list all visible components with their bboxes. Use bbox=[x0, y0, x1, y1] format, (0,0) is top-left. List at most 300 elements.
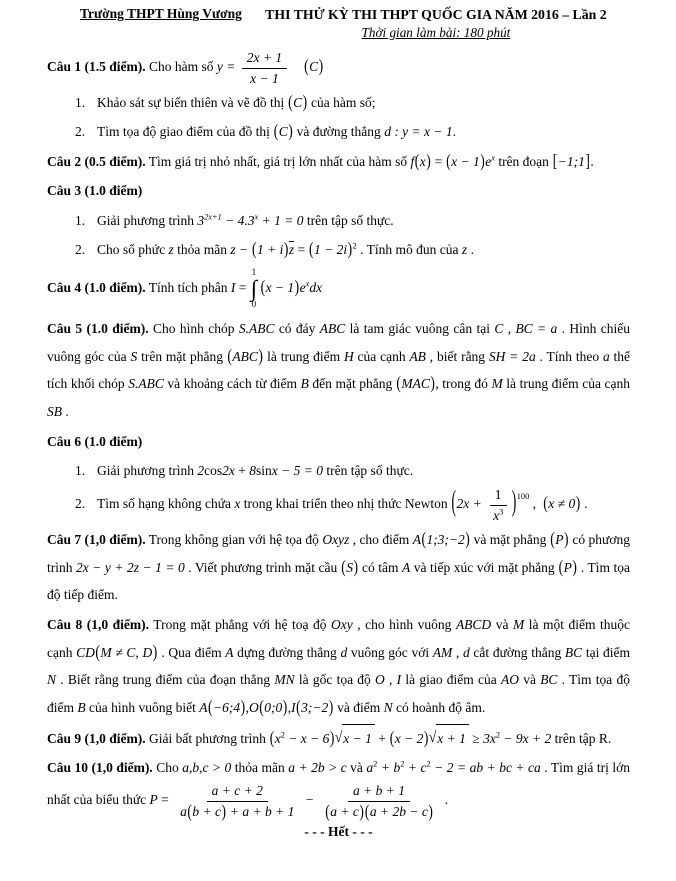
question-1-item-2 bbox=[75, 118, 630, 146]
integral: 1 ∫ 0 bbox=[250, 267, 258, 310]
right-paren: ) bbox=[288, 120, 293, 141]
right-paren: ) bbox=[282, 696, 288, 717]
text-fragment: của cạnh bbox=[353, 348, 410, 364]
math-fragment: a bbox=[180, 803, 187, 819]
text-fragment: , bbox=[452, 644, 464, 660]
math-fragment: AM bbox=[432, 644, 453, 660]
math-fragment: a + c + 2 bbox=[211, 783, 263, 799]
header-title-block bbox=[242, 5, 630, 43]
exam-duration-row bbox=[242, 24, 630, 43]
left-paren: ( bbox=[207, 696, 213, 717]
bold-text: Câu 10 (1,0 điểm). bbox=[47, 760, 153, 776]
math-fragment: 8 bbox=[249, 463, 256, 479]
math-fragment: N bbox=[47, 672, 57, 688]
text-fragment bbox=[290, 59, 304, 74]
question-7-heading bbox=[47, 526, 630, 609]
left-paren: ( bbox=[446, 150, 451, 171]
math-fragment: −6;4 bbox=[212, 700, 241, 716]
right-paren: ) bbox=[511, 484, 517, 518]
text-fragment: và mặt phẳng bbox=[470, 532, 550, 548]
math-fragment: x + 1 bbox=[437, 730, 466, 746]
math-fragment: x bbox=[419, 153, 426, 169]
text-fragment: Cho bbox=[152, 760, 183, 776]
text-fragment: . Tính theo bbox=[535, 348, 603, 364]
question-2-heading bbox=[47, 148, 630, 176]
right-bracket: ] bbox=[585, 150, 590, 171]
math-fragment: −1;1 bbox=[557, 153, 585, 169]
text-fragment: , trong đó bbox=[435, 376, 492, 392]
left-paren: ( bbox=[341, 556, 346, 577]
right-paren: ) bbox=[329, 727, 335, 748]
text-fragment: có đáy bbox=[274, 320, 320, 336]
math-fragment: O bbox=[248, 700, 259, 716]
math-fragment: 3 bbox=[197, 212, 205, 228]
question-8 bbox=[47, 611, 630, 722]
question-6-heading bbox=[47, 428, 630, 456]
text-fragment: là trung điểm bbox=[263, 348, 344, 364]
math-fragment: N bbox=[383, 700, 393, 716]
text-fragment: Trong không gian với hệ tọa độ bbox=[145, 532, 323, 548]
text-fragment: có hoành độ âm. bbox=[392, 700, 486, 716]
math-fragment: AO bbox=[500, 672, 519, 688]
math-fragment: M ≠ C, D bbox=[100, 644, 153, 660]
math-fragment: x bbox=[493, 507, 500, 523]
question-6-list bbox=[47, 457, 630, 524]
math-fragment: − 9x + 2 bbox=[500, 730, 552, 746]
fraction bbox=[242, 49, 287, 87]
right-paren: ) bbox=[572, 556, 577, 577]
math-fragment: x bbox=[271, 463, 278, 479]
question-5 bbox=[47, 315, 630, 426]
left-paren: ( bbox=[288, 92, 293, 112]
math-fragment: z bbox=[168, 241, 174, 257]
math-fragment: C bbox=[494, 320, 504, 336]
bold-text: Câu 7 (1,0 điểm). bbox=[47, 532, 146, 548]
math-fragment: H bbox=[343, 348, 354, 364]
question-6 bbox=[47, 428, 630, 524]
math-fragment: C bbox=[278, 123, 288, 139]
bold-text: Câu 1 (1.5 điểm). bbox=[47, 59, 146, 75]
question-1 bbox=[47, 49, 630, 145]
math-fragment: x − 2 bbox=[394, 730, 424, 746]
bold-text: Câu 2 (0.5 điểm). bbox=[47, 153, 146, 169]
left-paren: ( bbox=[308, 238, 314, 259]
text-fragment: cắt đường thẳng bbox=[469, 644, 565, 660]
right-paren: ) bbox=[353, 556, 358, 577]
fraction bbox=[320, 782, 439, 820]
question-4-heading bbox=[47, 268, 630, 310]
text-fragment: và khoảng cách từ điểm bbox=[163, 376, 301, 392]
math-fragment: A bbox=[401, 559, 411, 575]
math-fragment: z bbox=[461, 241, 468, 257]
text-fragment: Giải phương trình bbox=[97, 463, 198, 479]
text-fragment: và đường thẳng bbox=[293, 123, 385, 139]
math-fragment: A bbox=[225, 644, 234, 660]
bold-text: Câu 9 (1,0 điểm). bbox=[47, 730, 146, 746]
exam-title: THI THỬ KỲ THI THPT QUỐC GIA NĂM 2016 – Lần 2 bbox=[265, 7, 607, 22]
text-fragment: đến mặt phẳng bbox=[308, 376, 396, 392]
text-fragment: thỏa mãn bbox=[231, 760, 289, 776]
math-fragment: d bbox=[463, 644, 470, 660]
math-fragment: AB bbox=[409, 348, 426, 364]
right-paren: ) bbox=[480, 150, 485, 171]
text-fragment: = bbox=[157, 792, 173, 808]
text-fragment: . Viết phương trình mặt cầu bbox=[184, 559, 341, 575]
math-fragment: f bbox=[410, 153, 415, 169]
math-fragment: 2 bbox=[197, 463, 205, 479]
math-fragment: + c bbox=[404, 760, 427, 776]
text-fragment: = bbox=[235, 280, 250, 296]
question-1-item-1 bbox=[75, 89, 630, 117]
math-fragment: 2x − y + 2z − 1 = 0 bbox=[76, 559, 185, 575]
math-fragment: − 4.3 bbox=[221, 212, 255, 228]
left-paren: ( bbox=[550, 528, 555, 549]
superscript: 2 bbox=[400, 759, 405, 769]
text-fragment: ≥ bbox=[468, 730, 484, 746]
left-paren: ( bbox=[269, 727, 275, 748]
left-paren: ( bbox=[227, 345, 232, 366]
math-fragment: 3x bbox=[483, 730, 496, 746]
math-fragment: S.ABC bbox=[128, 376, 164, 392]
math-fragment: M bbox=[491, 376, 503, 392]
text-fragment: Trong mặt phẳng với hệ toạ độ bbox=[149, 617, 332, 633]
left-paren: ( bbox=[389, 727, 395, 748]
text-fragment: Cho hình chóp bbox=[148, 320, 239, 336]
text-fragment: sin bbox=[255, 463, 272, 479]
question-5-heading bbox=[47, 315, 630, 426]
math-fragment: y = bbox=[216, 59, 239, 75]
math-fragment: Oxyz bbox=[322, 532, 350, 548]
text-fragment: 1 bbox=[494, 486, 502, 502]
document-header bbox=[47, 5, 630, 43]
math-fragment: dx bbox=[309, 280, 323, 296]
text-fragment: cos bbox=[204, 463, 223, 479]
math-fragment: I bbox=[230, 280, 236, 296]
left-paren: ( bbox=[364, 800, 370, 821]
text-fragment: có tâm bbox=[358, 559, 402, 575]
math-fragment: I bbox=[291, 700, 296, 716]
math-fragment: − 5 = 0 bbox=[277, 463, 323, 479]
left-paren: ( bbox=[543, 492, 548, 513]
question-10-heading bbox=[47, 754, 630, 820]
text-fragment: . Tìm tọa độ điểm bbox=[47, 672, 630, 716]
text-fragment: Tìm giá trị nhỏ nhất, giá trị lớn nhất của hàm số bbox=[145, 153, 411, 169]
math-fragment: 2x + bbox=[456, 496, 486, 512]
text-fragment: Tìm số hạng không chứa bbox=[97, 496, 235, 512]
left-paren: ( bbox=[273, 120, 279, 141]
left-paren: ( bbox=[296, 696, 301, 717]
text-fragment: + bbox=[234, 463, 250, 479]
text-fragment: Cho hàm số bbox=[145, 59, 217, 75]
math-fragment: M bbox=[512, 617, 525, 633]
text-fragment: Khảo sát sự biến thiên và vẽ đồ thị bbox=[97, 95, 288, 111]
superscript: 2 bbox=[495, 730, 501, 740]
bold-text: Câu 6 (1.0 điểm) bbox=[47, 433, 143, 449]
text-fragment: , bbox=[384, 672, 397, 688]
left-paren: ( bbox=[251, 238, 257, 259]
right-paren: ) bbox=[258, 345, 263, 366]
text-fragment: là trung điểm của cạnh bbox=[502, 376, 631, 392]
question-6-item-1 bbox=[75, 457, 630, 485]
math-fragment: − x − 6 bbox=[284, 730, 330, 746]
right-paren: ) bbox=[430, 373, 435, 393]
text-fragment: . Tìm tọa độ tiếp điểm. bbox=[47, 559, 630, 603]
math-fragment: a + 2b > c bbox=[288, 760, 347, 776]
left-paren: ( bbox=[259, 696, 264, 717]
question-3-item-2 bbox=[75, 236, 630, 264]
math-fragment: d : y = x − 1 bbox=[384, 123, 453, 139]
right-paren: ) bbox=[294, 277, 300, 297]
right-paren: ) bbox=[347, 238, 353, 259]
math-fragment: S.ABC bbox=[238, 320, 275, 336]
fraction bbox=[175, 782, 299, 820]
question-9 bbox=[47, 724, 630, 753]
text-fragment: và bbox=[518, 672, 541, 688]
question-1-list bbox=[47, 89, 630, 145]
text-fragment: trên tập R. bbox=[551, 730, 612, 746]
math-fragment: + 1 = 0 bbox=[258, 212, 304, 228]
math-fragment: x bbox=[305, 279, 310, 289]
text-fragment: Giải phương trình bbox=[97, 212, 198, 228]
left-bracket: [ bbox=[552, 150, 558, 171]
math-fragment: x ≠ 0 bbox=[548, 496, 576, 512]
right-paren: ) bbox=[426, 150, 431, 171]
math-fragment: A bbox=[199, 700, 208, 716]
text-fragment: , biết rằng bbox=[425, 348, 489, 364]
math-fragment: 3;−2 bbox=[301, 700, 329, 716]
text-fragment: trên đoạn bbox=[494, 153, 553, 169]
text-fragment: + bbox=[374, 730, 390, 746]
math-fragment: 2x + 1 bbox=[246, 50, 283, 66]
left-paren: ( bbox=[260, 277, 266, 297]
left-paren: ( bbox=[558, 556, 564, 577]
text-fragment: . bbox=[590, 153, 594, 169]
left-paren: ( bbox=[325, 800, 330, 821]
question-10 bbox=[47, 754, 630, 820]
math-fragment: x bbox=[234, 496, 241, 512]
math-fragment: B bbox=[77, 700, 86, 716]
math-fragment: e bbox=[485, 153, 492, 169]
school-name: Trường THPT Hùng Vương bbox=[80, 6, 242, 21]
text-fragment: . Biết rằng trung điểm của đoạn thẳng bbox=[56, 672, 275, 688]
text-fragment: vuông góc với bbox=[347, 644, 433, 660]
text-fragment: , bbox=[287, 700, 292, 716]
left-paren: ( bbox=[187, 800, 192, 821]
math-fragment: S bbox=[130, 348, 138, 364]
text-fragment: là tam giác vuông cân tại bbox=[345, 320, 495, 336]
math-fragment: BC = a bbox=[515, 320, 558, 336]
math-fragment: ABC bbox=[319, 320, 346, 336]
text-fragment: và bbox=[346, 760, 367, 776]
math-fragment: 2x bbox=[222, 463, 235, 479]
question-3 bbox=[47, 177, 630, 263]
left-paren: ( bbox=[95, 641, 100, 662]
right-paren: ) bbox=[465, 528, 470, 549]
text-fragment: − bbox=[302, 792, 317, 808]
math-fragment: a bbox=[602, 348, 610, 364]
superscript: 2 bbox=[352, 241, 357, 251]
math-fragment: CD bbox=[76, 644, 95, 660]
text-fragment: có phương trình bbox=[47, 532, 631, 575]
bold-text: Câu 3 (1.0 điểm) bbox=[47, 183, 143, 199]
text-fragment: . bbox=[452, 123, 457, 139]
text-fragment: , bbox=[503, 320, 516, 336]
right-paren: ) bbox=[423, 727, 429, 748]
math-fragment: Oxy bbox=[331, 617, 353, 633]
end-marker: - - - Hết - - - bbox=[304, 824, 373, 840]
radical: √x + 1 bbox=[429, 731, 469, 746]
text-fragment: và điểm bbox=[333, 700, 384, 716]
math-fragment: C bbox=[293, 95, 303, 111]
text-fragment: trên tập số thực. bbox=[303, 212, 394, 228]
math-fragment: x − 1 bbox=[451, 153, 480, 169]
question-8-heading bbox=[47, 611, 630, 722]
math-fragment: BC bbox=[540, 672, 558, 688]
text-fragment: dựng đường thẳng bbox=[233, 644, 341, 660]
right-paren: ) bbox=[302, 92, 308, 112]
math-fragment: x − 1 bbox=[343, 730, 372, 746]
text-fragment: tại điểm bbox=[582, 644, 630, 660]
right-paren: ) bbox=[221, 800, 227, 821]
text-fragment: , bbox=[245, 700, 249, 716]
text-fragment: trong khai triển theo nhị thức Newton bbox=[240, 496, 451, 512]
text-fragment: . Qua điểm bbox=[157, 644, 226, 660]
math-fragment: a,b,c > 0 bbox=[182, 760, 232, 776]
radical: √x − 1 bbox=[335, 731, 375, 746]
text-fragment: Giải bất phương trình bbox=[145, 730, 270, 746]
fraction bbox=[488, 486, 508, 524]
math-fragment: P bbox=[149, 792, 158, 808]
text-fragment: là gốc tọa độ bbox=[294, 672, 376, 688]
math-fragment: a + 2b − c bbox=[369, 803, 428, 819]
text-fragment: Tính tích phân bbox=[145, 280, 231, 296]
text-fragment: trên mặt phẳng bbox=[137, 348, 227, 364]
math-fragment: ABC bbox=[232, 348, 258, 364]
math-fragment: − 2 = ab + bc + ca bbox=[430, 760, 541, 776]
math-fragment: I bbox=[396, 672, 402, 688]
math-fragment: SH = 2a bbox=[488, 348, 536, 364]
math-fragment: 0;0 bbox=[264, 700, 283, 716]
exam-duration: Thời gian làm bài: 180 phút bbox=[361, 25, 511, 41]
text-fragment: . Tìm giá trị lớn nhất của biểu thức bbox=[47, 760, 630, 808]
question-3-list bbox=[47, 207, 630, 263]
math-fragment: O bbox=[375, 672, 385, 688]
text-fragment: , cho hình vuông bbox=[352, 617, 456, 633]
conjugate-bar: $\overline{z}$ bbox=[288, 241, 295, 257]
text-fragment: = bbox=[294, 241, 309, 257]
math-fragment: z − bbox=[230, 241, 252, 257]
question-3-heading bbox=[47, 177, 630, 205]
math-fragment: b + c bbox=[192, 803, 222, 819]
math-fragment: a + c bbox=[330, 803, 359, 819]
superscript bbox=[204, 212, 222, 221]
right-paren: ) bbox=[564, 528, 569, 549]
math-fragment: 2x+1 bbox=[204, 212, 222, 222]
math-fragment: MAC bbox=[401, 376, 430, 392]
math-fragment: A bbox=[412, 532, 421, 548]
math-fragment: x − 1 bbox=[250, 70, 279, 86]
math-fragment: P bbox=[563, 559, 572, 575]
math-fragment: x bbox=[491, 153, 495, 163]
text-fragment: . Tính mô đun của bbox=[356, 241, 462, 257]
left-paren: ( bbox=[414, 150, 420, 171]
right-paren: ) bbox=[318, 56, 324, 76]
right-paren: ) bbox=[575, 492, 581, 513]
math-fragment: + b bbox=[377, 760, 401, 776]
math-fragment: a bbox=[366, 760, 374, 776]
left-paren: ( bbox=[304, 56, 309, 76]
math-fragment: C bbox=[309, 59, 319, 75]
text-fragment: , cho điểm bbox=[349, 532, 413, 548]
text-fragment: . bbox=[580, 496, 588, 512]
text-fragment: Tìm tọa độ giao điểm của đồ thị bbox=[97, 123, 274, 139]
math-fragment: d bbox=[340, 644, 348, 660]
text-fragment: và tiếp xúc với mặt phẳng bbox=[410, 559, 559, 575]
text-fragment: trên tập số thực. bbox=[322, 463, 414, 479]
document-footer bbox=[47, 824, 630, 840]
text-fragment: thể tích khối chóp bbox=[47, 348, 631, 392]
math-fragment: x bbox=[274, 730, 281, 746]
text-fragment: = bbox=[431, 153, 446, 169]
superscript: 100 bbox=[516, 491, 530, 501]
superscript: 2 bbox=[280, 730, 285, 740]
math-fragment: x bbox=[254, 212, 259, 222]
math-fragment: SB bbox=[47, 403, 62, 419]
right-paren: ) bbox=[283, 238, 289, 259]
right-paren: ) bbox=[240, 696, 246, 717]
text-fragment: của hàm số; bbox=[307, 95, 376, 111]
math-fragment: P bbox=[555, 532, 564, 548]
right-paren: ) bbox=[328, 696, 334, 717]
text-fragment: , bbox=[529, 496, 543, 512]
math-fragment: ABCD bbox=[455, 617, 492, 633]
text-fragment: của hình vuông biết bbox=[85, 700, 200, 716]
text-fragment: . bbox=[441, 792, 449, 808]
text-fragment: thỏa mãn bbox=[173, 241, 231, 257]
math-fragment: 1 + i bbox=[256, 241, 284, 257]
math-fragment: e bbox=[299, 280, 306, 296]
math-fragment: + a + b + 1 bbox=[226, 803, 295, 819]
text-fragment: và bbox=[491, 617, 513, 633]
bold-text: Câu 5 (1.0 điểm). bbox=[47, 320, 149, 336]
text-fragment: là một điểm thuộc cạnh bbox=[47, 617, 630, 660]
math-fragment: x − 1 bbox=[265, 280, 295, 296]
math-fragment: a + b + 1 bbox=[353, 783, 406, 799]
question-9-heading bbox=[47, 724, 630, 753]
text-fragment: . bbox=[62, 403, 69, 419]
right-paren: ) bbox=[152, 641, 158, 662]
text-fragment: . bbox=[467, 241, 474, 257]
question-2 bbox=[47, 148, 630, 176]
bold-text: Câu 8 (1,0 điểm). bbox=[47, 617, 150, 633]
left-paren: ( bbox=[396, 373, 401, 393]
superscript: 2 bbox=[373, 759, 378, 769]
superscript: 2 bbox=[426, 759, 431, 769]
superscript: 3 bbox=[499, 507, 504, 517]
bold-text: Câu 4 (1.0 điểm). bbox=[47, 280, 146, 296]
left-paren: ( bbox=[451, 484, 456, 518]
text-fragment: là giao điểm của bbox=[401, 672, 501, 688]
math-fragment: MN bbox=[274, 672, 295, 688]
math-fragment: S bbox=[346, 559, 353, 575]
question-7 bbox=[47, 526, 630, 609]
right-paren: ) bbox=[428, 800, 433, 821]
left-paren: ( bbox=[421, 528, 426, 549]
question-4 bbox=[47, 268, 630, 310]
right-paren: ) bbox=[359, 800, 364, 821]
question-1-heading bbox=[47, 49, 630, 87]
math-fragment: 1;3;−2 bbox=[426, 532, 465, 548]
